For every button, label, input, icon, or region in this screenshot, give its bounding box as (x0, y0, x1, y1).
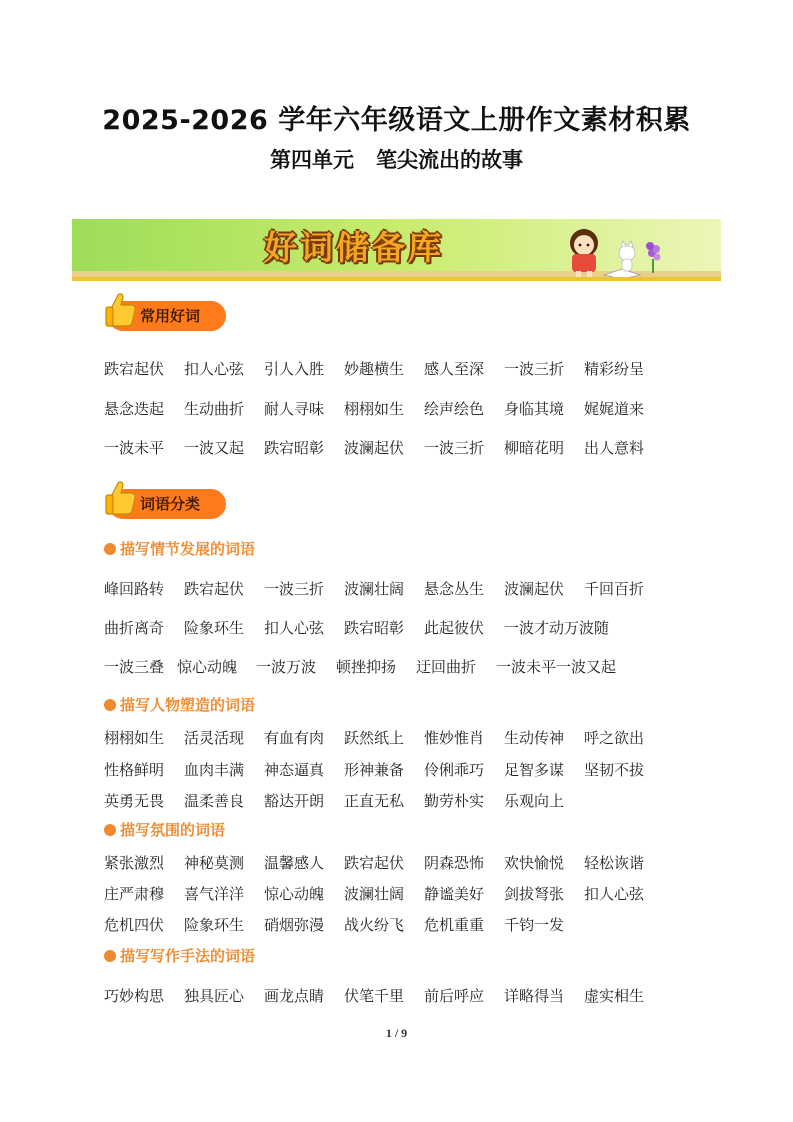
word: 扣人心弦 (184, 360, 245, 378)
word: 引人入胜 (264, 360, 325, 378)
word: 伏笔千里 (344, 987, 405, 1005)
word: 娓娓道来 (584, 400, 645, 418)
word: 坚韧不拔 (584, 761, 645, 779)
word: 一波未平 (104, 439, 165, 457)
word: 跌宕起伏 (104, 360, 165, 378)
word: 精彩纷呈 (584, 360, 645, 378)
word: 悬念丛生 (424, 580, 485, 598)
word: 一波三叠 (104, 658, 165, 676)
word: 波澜起伏 (504, 580, 565, 598)
word: 跌宕起伏 (344, 854, 405, 872)
word: 千回百折 (584, 580, 645, 598)
word: 画龙点睛 (264, 987, 325, 1005)
subheading-character: 描写人物塑造的词语 (104, 694, 255, 715)
word: 巧妙构思 (104, 987, 165, 1005)
word: 波澜起伏 (344, 439, 405, 457)
banner-title: 好词储备库 (264, 228, 444, 267)
word: 有血有肉 (264, 729, 325, 747)
word: 详略得当 (504, 987, 565, 1005)
word: 豁达开朗 (264, 792, 325, 810)
word: 一波三折 (504, 360, 565, 378)
word: 呼之欲出 (584, 729, 645, 747)
word: 身临其境 (504, 400, 565, 418)
word: 欢快愉悦 (504, 854, 565, 872)
word: 栩栩如生 (344, 400, 405, 418)
word: 轻松诙谐 (584, 854, 645, 872)
page-subtitle: 第四单元 笔尖流出的故事 (270, 148, 523, 172)
word: 血肉丰满 (184, 761, 245, 779)
word: 阴森恐怖 (424, 854, 485, 872)
word: 生动传神 (504, 729, 565, 747)
word: 静谧美好 (424, 885, 485, 903)
word: 勤劳朴实 (424, 792, 485, 810)
word: 一波三折 (424, 439, 485, 457)
page-title: 2025-2026 学年六年级语文上册作文素材积累 (102, 105, 691, 136)
word: 险象环生 (184, 916, 245, 934)
word: 神秘莫测 (184, 854, 245, 872)
word: 曲折离奇 (104, 619, 165, 637)
tag-label: 常用好词 (140, 307, 201, 325)
word: 正直无私 (344, 792, 405, 810)
girl-reading-illustration (492, 219, 672, 281)
word: 跌宕起伏 (184, 580, 245, 598)
tag-label: 词语分类 (140, 495, 201, 513)
subheading-atmosphere: 描写氛围的词语 (104, 819, 225, 840)
word: 一波才动万波随 (504, 619, 610, 637)
word: 惊心动魄 (264, 885, 325, 903)
word: 险象环生 (184, 619, 245, 637)
word: 悬念迭起 (104, 400, 165, 418)
word: 迂回曲折 (416, 658, 477, 676)
word: 感人至深 (424, 360, 485, 378)
word: 惟妙惟肖 (424, 729, 485, 747)
thumbs-up-icon (104, 291, 138, 329)
word: 惊心动魄 (177, 658, 238, 676)
word: 出人意料 (584, 439, 645, 457)
word: 一波又起 (184, 439, 245, 457)
banner (72, 219, 721, 281)
word: 温柔善良 (184, 792, 245, 810)
word: 伶俐乖巧 (424, 761, 485, 779)
word: 足智多谋 (504, 761, 565, 779)
word: 虚实相生 (584, 987, 645, 1005)
word: 此起彼伏 (424, 619, 485, 637)
word: 栩栩如生 (104, 729, 165, 747)
word: 硝烟弥漫 (264, 916, 325, 934)
word: 波澜壮阔 (344, 580, 405, 598)
word: 妙趣横生 (344, 360, 405, 378)
word: 危机四伏 (104, 916, 165, 934)
word: 峰回路转 (104, 580, 165, 598)
word: 波澜壮阔 (344, 885, 405, 903)
word: 耐人寻味 (264, 400, 325, 418)
thumbs-up-icon (104, 479, 138, 517)
tag-word-categories (108, 489, 226, 519)
word: 紧张激烈 (104, 854, 165, 872)
tag-common-words (108, 301, 226, 331)
word: 性格鲜明 (104, 761, 165, 779)
subheading-technique: 描写写作手法的词语 (104, 945, 255, 966)
word: 温馨感人 (264, 854, 325, 872)
word: 一波三折 (264, 580, 325, 598)
word: 英勇无畏 (104, 792, 165, 810)
subheading-plot: 描写情节发展的词语 (104, 538, 255, 559)
word: 跃然纸上 (344, 729, 405, 747)
word: 跌宕昭彰 (344, 619, 405, 637)
word: 神态逼真 (264, 761, 325, 779)
word: 顿挫抑扬 (336, 658, 397, 676)
word: 绘声绘色 (424, 400, 485, 418)
word: 喜气洋洋 (184, 885, 245, 903)
word: 扣人心弦 (584, 885, 645, 903)
word: 独具匠心 (184, 987, 245, 1005)
word: 危机重重 (424, 916, 485, 934)
word: 战火纷飞 (344, 916, 405, 934)
word: 庄严肃穆 (104, 885, 165, 903)
word: 剑拔弩张 (504, 885, 565, 903)
word: 乐观向上 (504, 792, 565, 810)
word: 形神兼备 (344, 761, 405, 779)
word: 跌宕昭彰 (264, 439, 325, 457)
word: 生动曲折 (184, 400, 245, 418)
page-number: 1 / 9 (385, 1026, 408, 1040)
word: 扣人心弦 (264, 619, 325, 637)
word: 一波万波 (256, 658, 317, 676)
word: 千钧一发 (504, 916, 565, 934)
word: 活灵活现 (184, 729, 245, 747)
word: 柳暗花明 (504, 439, 565, 457)
word: 前后呼应 (424, 987, 485, 1005)
word: 一波未平一波又起 (496, 658, 617, 676)
